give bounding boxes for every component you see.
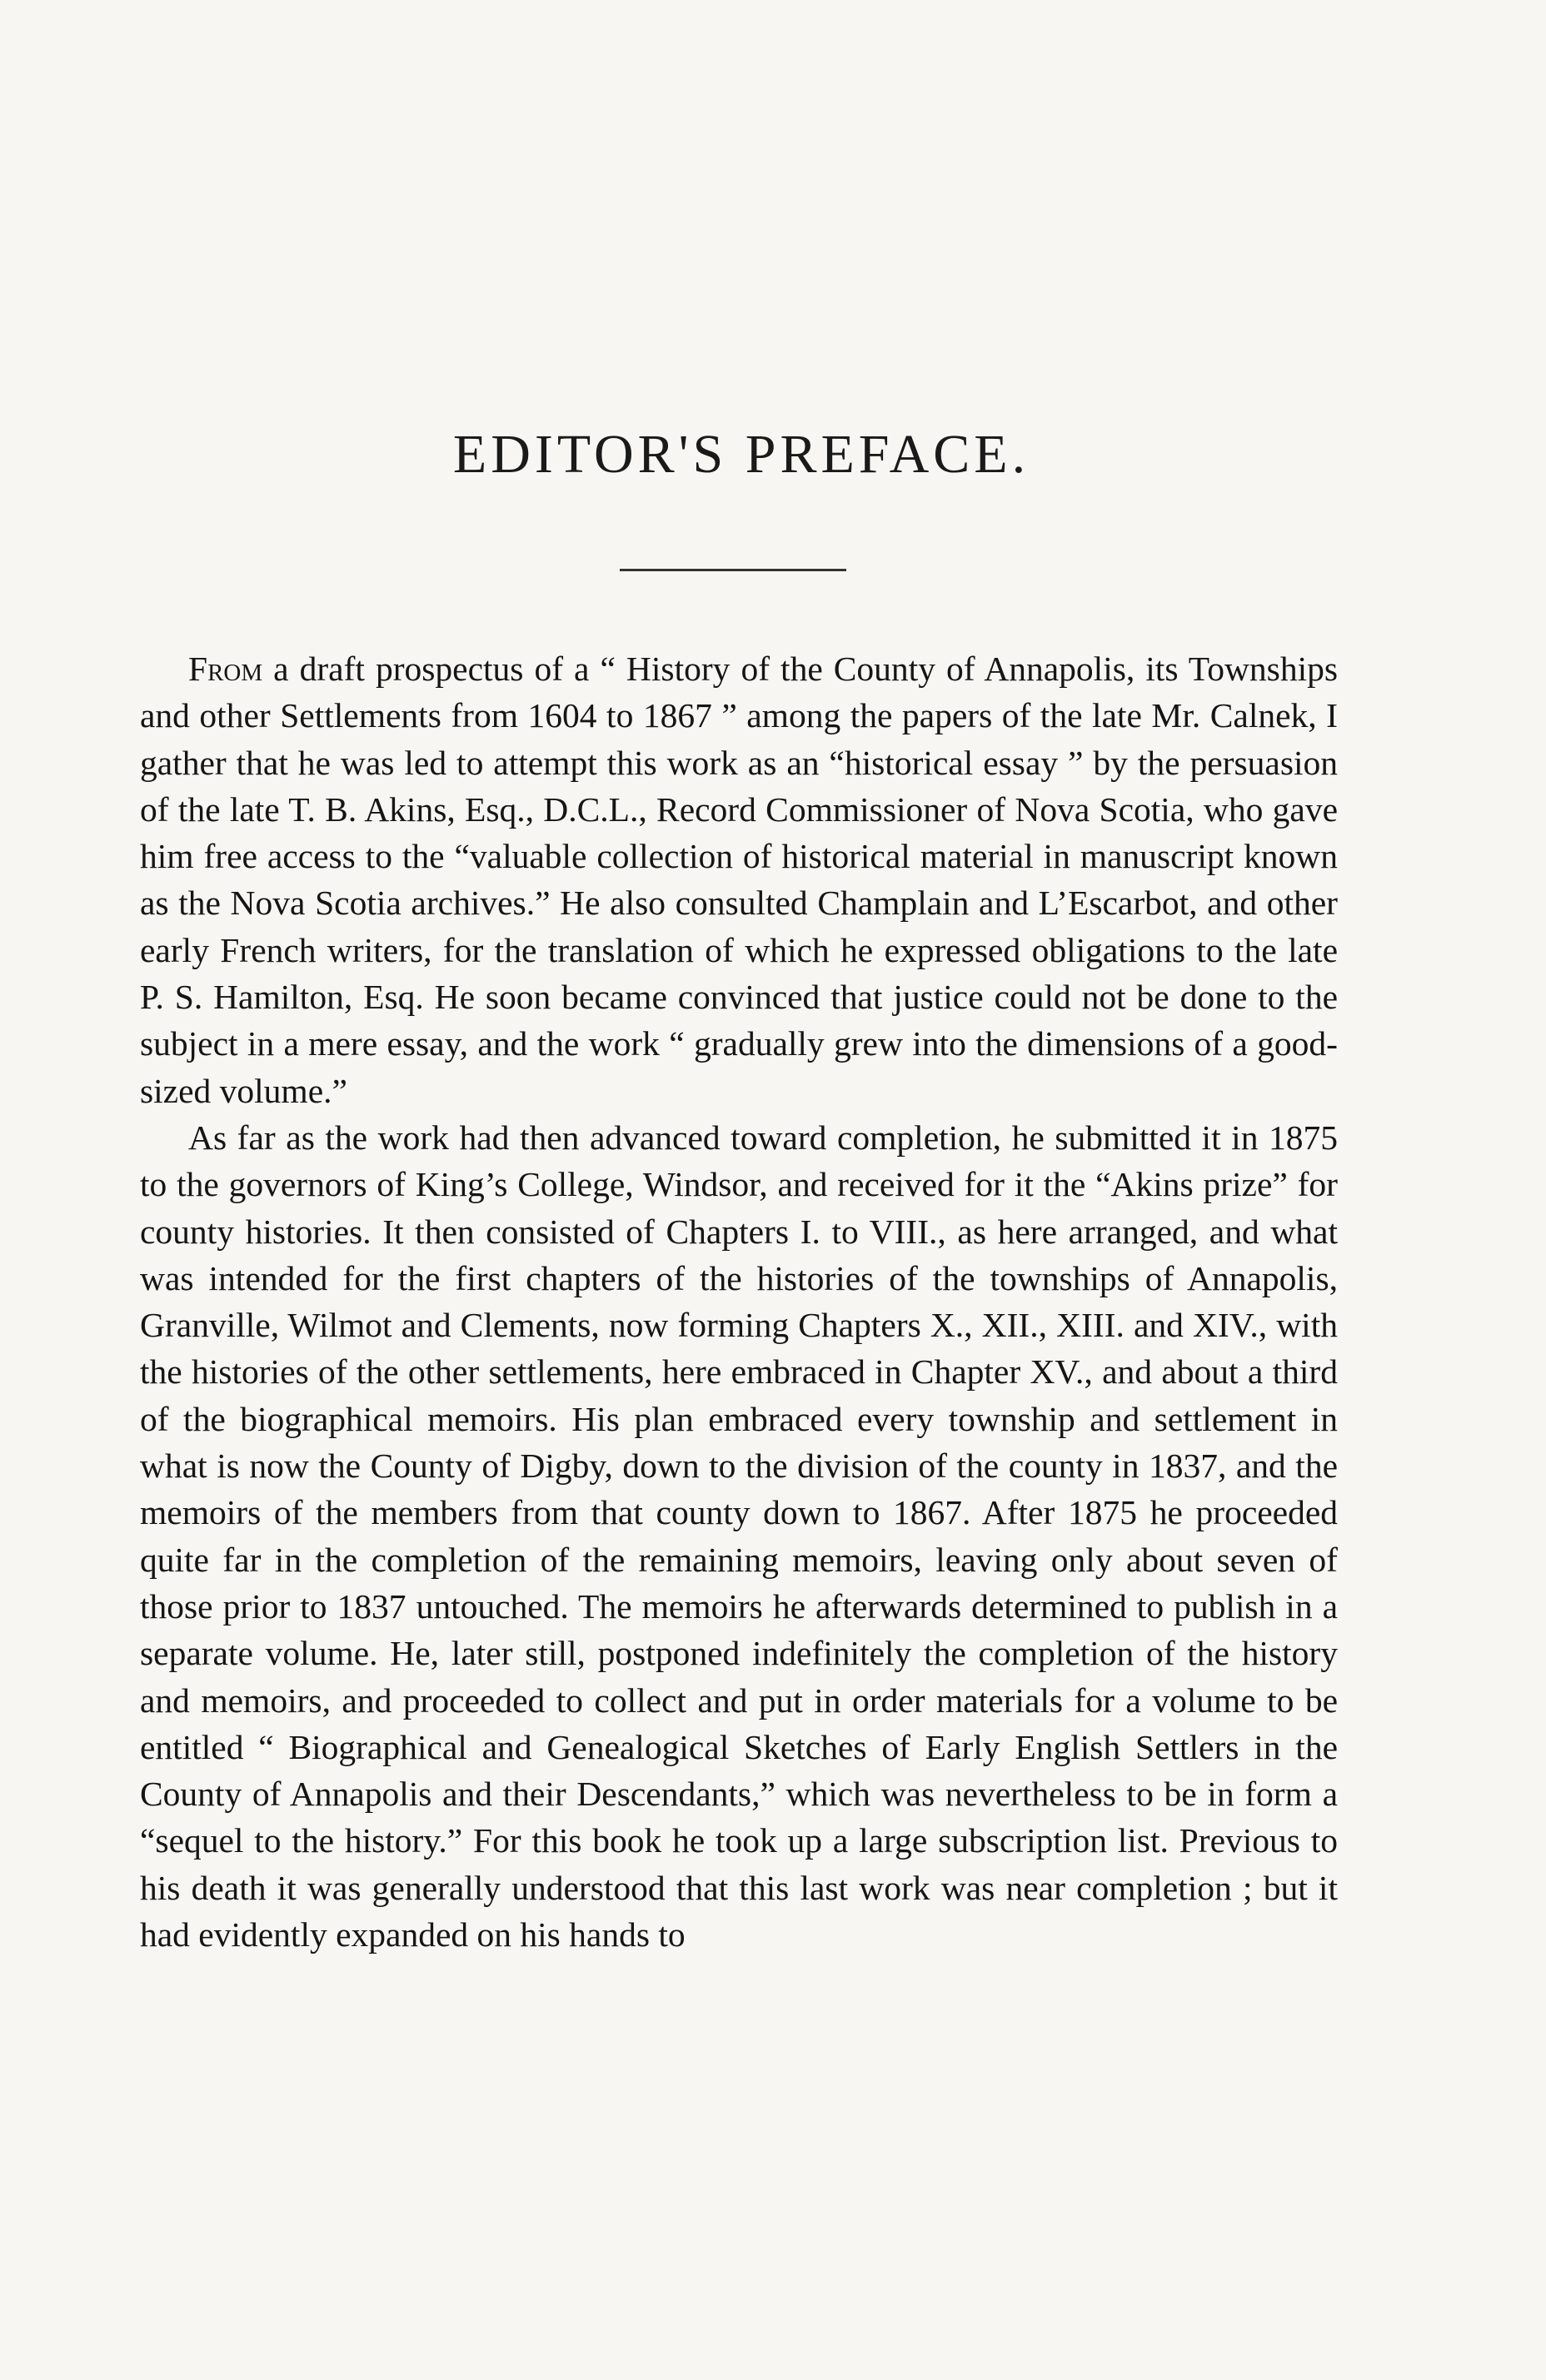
paragraph-2: As far as the work had then advanced toward completion, he submitted it in 1875 to the governors of King’s College, Windsor, and received for it the “Akins prize” for county histories. It then consisted of Chapters I. to VIII., as here arranged, and what was intended for the first chapters of the histories of the townships of Annapolis, Granville, Wilmot and Clements, now forming Chapters X., XII., XIII. and XIV., with the histories of the other settlements, here embraced in Chapter XV., and about a third of the biographical memoirs. His plan embraced every township and settlement in what is now the County of Digby, down to the division of the county in 1837, and the memoirs of the members from that county down to 1867. After 1875 he proceeded quite far in the completion of the remaining memoirs, leaving only about seven of those prior to 1837 untouched. The memoirs he afterwards determined to publish in a separate volume. He, later still, postponed indefinitely the completion of the history and memoirs, and proceeded to collect and put in order materials for a volume to be entitled “ Biographical and Genealogical Sketches of Early English Settlers in the County of Annapolis and their Descendants,” which was nevertheless to be in form a “sequel to the history.” For this book he took up a large subscription list. Previous to his death it was generally understood that this last work was near completion ; but it had evidently expanded on his hands to — [140, 1118, 1338, 1954]
paragraph-1-text: a draft prospectus of a “ History of the County of Annapolis, its Townships and other Settlements from 1604 to 1867 ” among the papers of the late Mr. Calnek, I gather that he was led to attempt this work as an “historical essay ” by the persuasion of the late T. B. Akins, Esq., D.C.L., Record Commissioner of Nova Scotia, who gave him free access to the “valuable collection of historical material in manuscript known as the Nova Scotia archives.” He also consulted Champlain and L’Escarbot, and other early French writers, for the translation of which he expressed obligations to the late P. S. Hamilton, Esq. He soon became convinced that justice could not be done to the subject in a mere essay, and the work “ gradually grew into the dimensions of a good-sized volume.” — [140, 650, 1338, 1110]
preface-body — [140, 645, 1338, 1958]
paragraph-1-lead: From — [188, 650, 263, 688]
page-title: EDITOR'S PREFACE. — [452, 424, 1030, 485]
title-divider — [620, 569, 846, 571]
paragraph-1 — [140, 645, 1338, 1114]
